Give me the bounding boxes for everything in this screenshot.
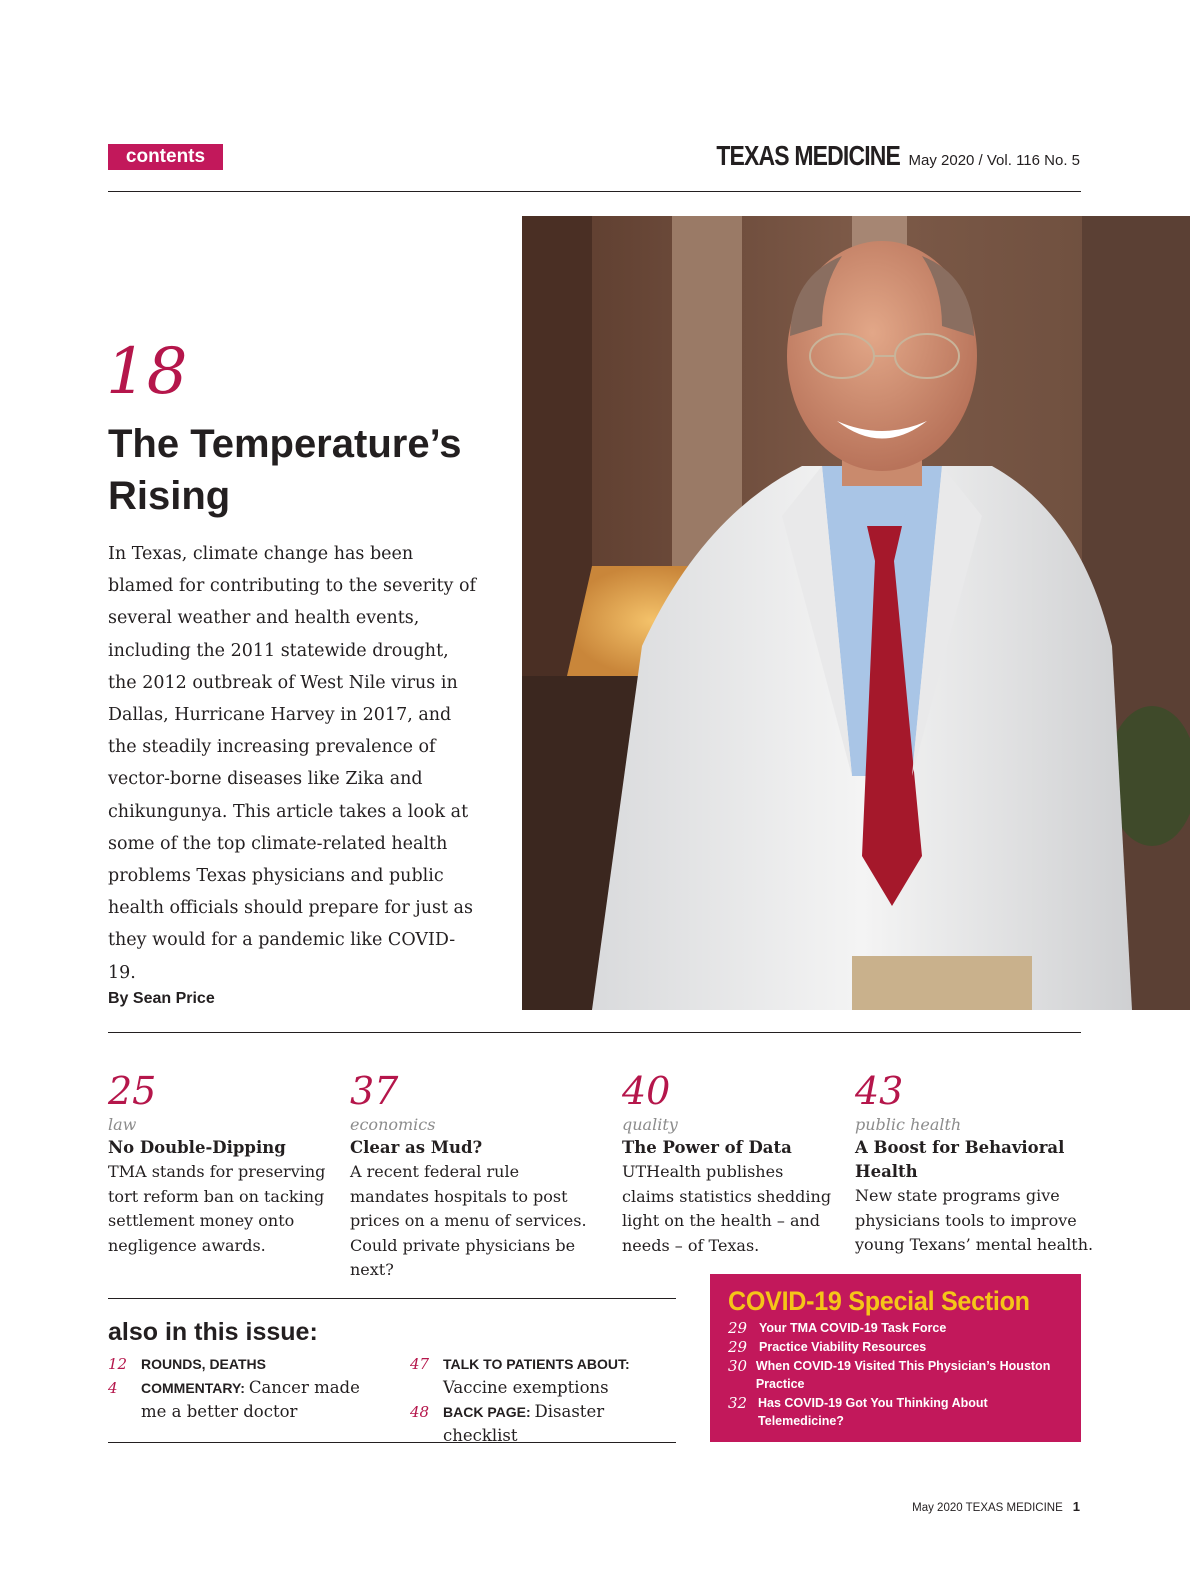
story-title[interactable]: No Double-Dipping: [108, 1138, 286, 1157]
feature-byline: By Sean Price: [108, 990, 215, 1007]
covid-item-title: Your TMA COVID-19 Task Force: [759, 1321, 947, 1335]
story-item[interactable]: [108, 1068, 328, 1258]
also-top-rule: [108, 1298, 676, 1299]
also-item-page: 48: [410, 1403, 430, 1421]
covid-item-title: Has COVID-19 Got You Thinking About Telemedicine?: [758, 1396, 988, 1428]
also-item-label: ROUNDS, DEATHS: [141, 1356, 266, 1372]
also-item-page: 12: [108, 1355, 128, 1373]
covid-item[interactable]: [728, 1357, 1067, 1393]
also-item-text: Vaccine exemptions: [443, 1378, 609, 1397]
page-number: 1: [1072, 1499, 1080, 1514]
also-item-label: TALK TO PATIENTS ABOUT:: [443, 1356, 630, 1372]
story-page-number: 37: [350, 1069, 399, 1113]
story-title[interactable]: A Boost for Behavioral Health: [855, 1138, 1065, 1181]
feature-title[interactable]: The Temperature’s Rising: [108, 422, 462, 518]
section-tag: contents: [108, 144, 223, 170]
feature-rule: [108, 1032, 1081, 1033]
covid-item-page: 30: [728, 1357, 748, 1375]
story-item[interactable]: [855, 1068, 1095, 1258]
also-item-text: Disaster checklist: [443, 1402, 605, 1445]
covid-item[interactable]: [728, 1338, 1067, 1356]
header-rule: [108, 191, 1081, 192]
also-item-page: 47: [410, 1355, 430, 1373]
story-title[interactable]: The Power of Data: [622, 1138, 792, 1157]
story-item[interactable]: [350, 1068, 602, 1283]
covid-heading[interactable]: COVID-19 Special Section: [728, 1286, 1030, 1316]
also-item-text: Cancer made me a better doctor: [141, 1378, 360, 1421]
magazine-brand: TEXAS MEDICINE: [716, 140, 901, 171]
covid-item[interactable]: [728, 1394, 1067, 1430]
story-description: TMA stands for preserving tort reform ban on tacking settlement money onto negligence awards.: [108, 1162, 326, 1255]
story-page-number: 40: [622, 1069, 671, 1113]
also-in-this-issue-heading: also in this issue:: [108, 1318, 318, 1346]
story-title[interactable]: Clear as Mud?: [350, 1138, 483, 1157]
covid-item-title: When COVID-19 Visited This Physician’s Houston Practice: [755, 1359, 1051, 1391]
story-page-number: 43: [855, 1069, 904, 1113]
story-category: economics: [350, 1115, 436, 1134]
story-page-number: 25: [108, 1069, 157, 1113]
also-bottom-rule: [108, 1442, 676, 1443]
story-item[interactable]: [622, 1068, 834, 1258]
also-item-page: 4: [108, 1379, 118, 1397]
also-item-label: COMMENTARY:: [141, 1380, 249, 1396]
story-category: law: [108, 1115, 137, 1134]
story-category: public health: [855, 1115, 962, 1134]
feature-summary: In Texas, climate change has been blamed for contributing to the severity of several weather and health events, including the 2011 statewide drought, the 2012 outbreak of West Nile virus in Dallas, Hurricane Harvey in 2017, and the steadily increasing prevalence of vector-borne diseases like Zika and chikungunya. This article takes a look at some of the top climate-related health problems Texas physicians and public health officials should prepare for just as they would for a pandemic like COVID-19.: [108, 544, 477, 983]
story-description: UTHealth publishes claims statistics shedding light on the health – and needs – of Texas.: [622, 1162, 832, 1255]
also-item[interactable]: [108, 1376, 378, 1424]
covid-item-page: 29: [728, 1319, 748, 1337]
also-item[interactable]: [410, 1352, 680, 1400]
feature-photo: [522, 216, 1190, 1010]
feature-page-number[interactable]: 18: [106, 335, 188, 409]
covid-item-page: 29: [728, 1338, 748, 1356]
footer-text: May 2020 TEXAS MEDICINE: [912, 1502, 1063, 1514]
covid-item-page: 32: [728, 1394, 748, 1412]
covid-special-section: [710, 1274, 1081, 1442]
masthead: [676, 140, 1080, 172]
covid-item[interactable]: [728, 1319, 1067, 1337]
also-item[interactable]: [108, 1352, 266, 1376]
story-description: A recent federal rule mandates hospitals to post prices on a menu of services. Could private physicians be next?: [350, 1162, 587, 1279]
also-item-label: BACK PAGE:: [443, 1404, 535, 1420]
page-footer: [912, 1499, 1080, 1514]
covid-item-title: Practice Viability Resources: [759, 1340, 927, 1354]
story-description: New state programs give physicians tools to improve young Texans’ mental health.: [855, 1186, 1094, 1254]
also-item[interactable]: [410, 1400, 680, 1448]
story-category: quality: [622, 1115, 678, 1134]
issue-info: May 2020 / Vol. 116 No. 5: [908, 152, 1080, 169]
